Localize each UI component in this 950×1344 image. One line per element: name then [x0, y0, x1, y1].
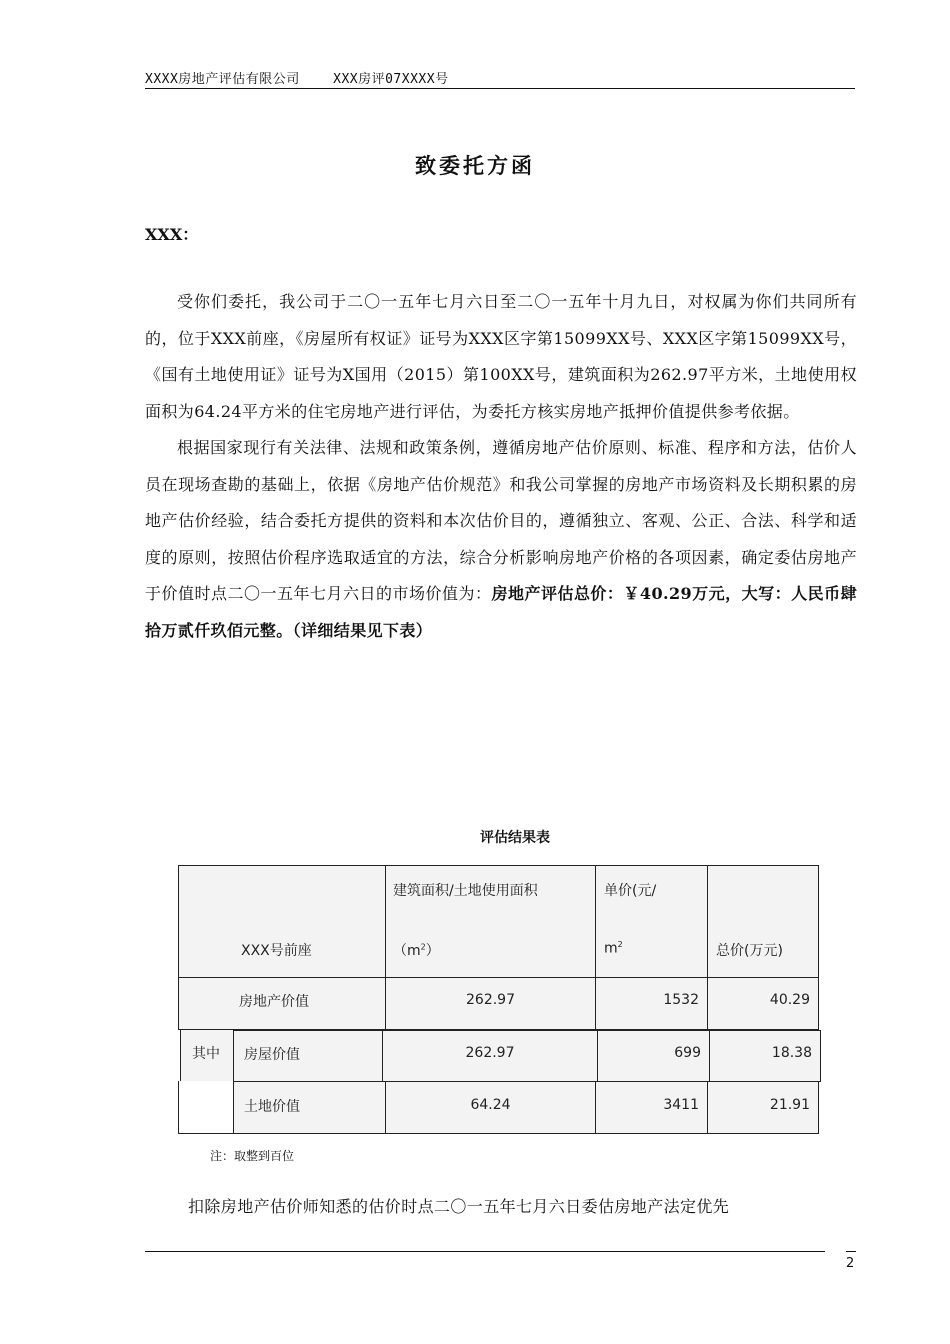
row-house-label: 房屋价值 [233, 1030, 383, 1082]
row-land-total: 21.91 [707, 1081, 819, 1134]
continuation-text: 扣除房地产估价师知悉的估价时点二〇一五年七月六日委估房地产法定优先 [188, 1197, 730, 1216]
row-total-total: 40.29 [707, 977, 819, 1030]
salutation: XXX： [145, 225, 199, 244]
letter-body [145, 284, 857, 649]
header-total-cell [707, 865, 819, 978]
header-report-number: XXX房评07XXXX号 [333, 72, 449, 87]
paragraph-2-text: 根据国家现行有关法律、法规和政策条例，遵循房地产估价原则、标准、程序和方法，估价人员在现场查勘的基础上，依据《房地产估价规范》和我公司掌握的房地产市场资料及长期积累的房地产估价经验，结合委托方提供的资料和本次估价目的，遵循独立、客观、公正、合法、科学和适度的原则，按照估价程序选取适宜的方法，综合分析影响房地产价格的各项因素，确定委估房地产于价值时点二〇一五年七月六日的市场价值为： [145, 438, 857, 603]
header-area-unit: $(m^2)$ [393, 942, 440, 959]
header-company: XXXX房地产评估有限公司 [145, 72, 300, 87]
row-land-area: 64.24 [385, 1081, 596, 1134]
among-label-cell: 其中 [180, 1030, 234, 1081]
page-title: 致委托方函 [415, 153, 535, 178]
header-area: 建筑面积/土地使用面积 [393, 883, 538, 899]
row-house-total: 18.38 [709, 1030, 821, 1082]
row-total-price: 1532 [595, 977, 708, 1030]
valuation-summary: 房地产评估总价：￥40.29万元，大写：人民币肆拾万贰仟玖佰元整。（详细结果见下表） [145, 584, 858, 640]
row-house-area: 262.97 [382, 1030, 598, 1082]
row-house-price: 699 [597, 1030, 710, 1082]
header-total: 总价(万元) [716, 943, 783, 959]
footer-divider [145, 1251, 825, 1252]
page-number-rule [846, 1251, 856, 1252]
paragraph-2 [145, 430, 857, 649]
page-number: 2 [846, 1256, 855, 1271]
row-land-price: 3411 [595, 1081, 708, 1134]
header-object: XXX号前座 [241, 943, 312, 959]
header-price-cell [595, 865, 708, 978]
row-total-label: 房地产价值 [178, 977, 386, 1030]
header-divider [145, 88, 855, 89]
paragraph-1: 受你们委托，我公司于二〇一五年七月六日至二〇一五年十月九日，对权属为你们共同所有的，位于XXX前座，《房屋所有权证》证号为XXX区字第15099XX号、XXX区字第15099XX号，《国有土地使用证》证号为X国用（2015）第100XX号，建筑面积为262.97平方米，土地使用权面积为64.24平方米的住宅房地产进行评估，为委托方核实房地产抵押价值提供参考依据。 [145, 292, 857, 421]
header-price-unit: $m^2$ [604, 940, 623, 957]
header-area-cell [385, 865, 596, 978]
table-title: 评估结果表 [480, 830, 550, 846]
table-note: 注：取整到百位 [210, 1149, 295, 1163]
row-land-blank [178, 1081, 234, 1134]
page-header [145, 68, 449, 87]
row-total-area: 262.97 [385, 977, 596, 1030]
header-object-cell [178, 865, 386, 978]
header-price: 单价(元/ [604, 883, 657, 899]
row-land-label: 土地价值 [233, 1081, 386, 1134]
